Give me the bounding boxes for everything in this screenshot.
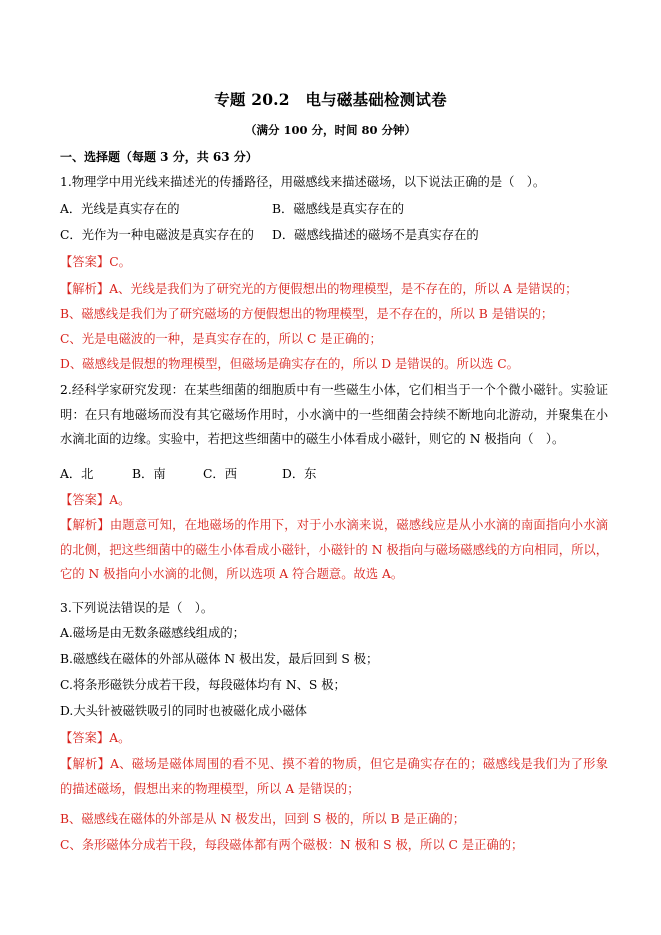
q1-analysis-line: 【解析】A、光线是我们为了研究光的方便假想出的物理模型，是不存在的，所以 A 是错误的； bbox=[60, 282, 578, 296]
q3-analysis-line: B、磁感线在磁体的外部是从 N 极发出，回到 S 极的，所以 B 是正确的； bbox=[60, 812, 466, 826]
q2-stem: 2.经科学家研究发现：在某些细菌的细胞质中有一些磁生小体，它们相当于一个个微小磁针。实验证明：在只有地磁场而没有其它磁场作用时，小水滴中的一些细菌会持续不断地向北游动，并聚集在小水滴北面的边缘。实验中，若把这些细菌中的磁生小体看成小磁针，则它的 N 极指向（ ）。 bbox=[60, 383, 608, 446]
q1-option-d: D．磁感线描述的磁场不是真实存在的 bbox=[272, 228, 479, 242]
q1-stem: 1.物理学中用光线来描述光的传播路径，用磁感线来描述磁场，以下说法正确的是（ ）。 bbox=[60, 175, 546, 189]
q3-option-d: D.大头针被磁铁吸引的同时也被磁化成小磁体 bbox=[60, 704, 307, 718]
q3-stem: 3.下列说法错误的是（ ）。 bbox=[60, 601, 214, 615]
q1-option-b: B．磁感线是真实存在的 bbox=[272, 202, 405, 216]
q1-analysis-line: B、磁感线是我们为了研究磁场的方便假想出的物理模型，是不存在的，所以 B 是错误的； bbox=[60, 307, 554, 321]
q2-option-d: D．东 bbox=[282, 467, 317, 481]
q3-option-c: C.将条形磁铁分成若干段，每段磁体均有 N、S 极； bbox=[60, 678, 346, 692]
q3-analysis-line: C、条形磁体分成若干段，每段磁体都有两个磁极：N 极和 S 极，所以 C 是正确的； bbox=[60, 838, 524, 852]
q3-analysis: 【解析】A、磁场是磁体周围的看不见、摸不着的物质，但它是确实存在的；磁感线是我们为了形象的描述磁场，假想出来的物理模型，所以 A 是错误的； bbox=[60, 757, 608, 796]
q1-analysis-line: D、磁感线是假想的物理模型，但磁场是确实存在的，所以 D 是错误的。所以选 C。 bbox=[60, 357, 519, 371]
q2-answer: 【答案】A。 bbox=[60, 493, 131, 507]
document-subtitle: （满分 100 分，时间 80 分钟） bbox=[244, 123, 417, 137]
q2-option-c: C．西 bbox=[203, 467, 238, 481]
q1-analysis-line: C、光是电磁波的一种，是真实存在的，所以 C 是正确的； bbox=[60, 332, 382, 346]
q3-option-a: A.磁场是由无数条磁感线组成的； bbox=[60, 626, 245, 640]
q2-option-b: B．南 bbox=[132, 467, 166, 481]
q2-option-a: A．北 bbox=[60, 467, 94, 481]
q1-option-a: A．光线是真实存在的 bbox=[60, 202, 180, 216]
document-title: 专题 20.2 电与磁基础检测试卷 bbox=[214, 90, 447, 109]
q1-answer: 【答案】C。 bbox=[60, 255, 131, 269]
q3-answer: 【答案】A。 bbox=[60, 731, 131, 745]
q2-analysis: 【解析】由题意可知，在地磁场的作用下，对于小水滴来说，磁感线应是从小水滴的南面指向小水滴的北侧，把这些细菌中的磁生小体看成小磁针，小磁针的 N 极指向与磁场磁感线的方向相同，所以，它的 N 极指向小水滴的北侧，所以选项 A 符合题意。故选 A。 bbox=[60, 518, 608, 581]
section-heading: 一、选择题（每题 3 分，共 63 分） bbox=[60, 150, 258, 164]
q1-option-c: C．光作为一种电磁波是真实存在的 bbox=[60, 228, 254, 242]
q3-option-b: B.磁感线在磁体的外部从磁体 N 极出发，最后回到 S 极； bbox=[60, 652, 379, 666]
